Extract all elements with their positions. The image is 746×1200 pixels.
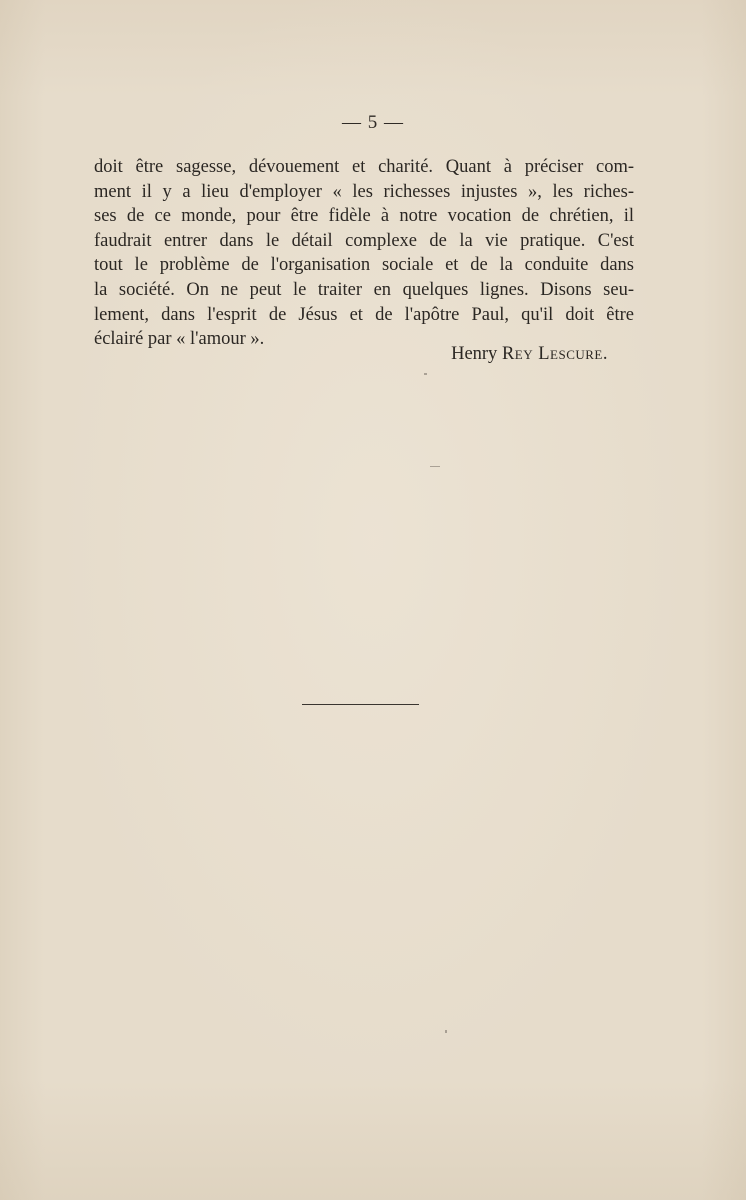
paragraph-line-3: ses de ce monde, pour être fidèle à notre vocation de chrétien, il xyxy=(94,206,634,227)
paragraph-line-1: doit être sagesse, dévouement et charité. Quant à préciser com- xyxy=(94,157,634,177)
paragraph-line-2: ment il y a lieu d'employer « les richesses injustes », les riches- xyxy=(94,181,634,202)
paragraph-line-4: faudrait entrer dans le détail complexe de la vie pratique. C'est xyxy=(94,230,634,251)
paper-speck xyxy=(424,373,427,375)
author-signature xyxy=(451,344,608,365)
paragraph-line-6: la société. On ne peut le traiter en quelques lignes. Disons seu- xyxy=(94,279,634,300)
paper-speck xyxy=(430,466,440,467)
author-last-name: Rey Lescure. xyxy=(501,344,608,364)
section-divider-rule xyxy=(302,704,419,705)
page-number: — 5 — xyxy=(342,112,404,133)
body-paragraph xyxy=(94,155,634,352)
paragraph-line-5: tout le problème de l'organisation sociale et de la conduite dans xyxy=(94,255,634,276)
paper-speck xyxy=(445,1030,447,1033)
paragraph-line-7: lement, dans l'esprit de Jésus et de l'apôtre Paul, qu'il doit être xyxy=(94,304,634,325)
author-first-name: Henry xyxy=(451,344,498,364)
paragraph-line-8: éclairé par « l'amour ». xyxy=(94,329,265,350)
